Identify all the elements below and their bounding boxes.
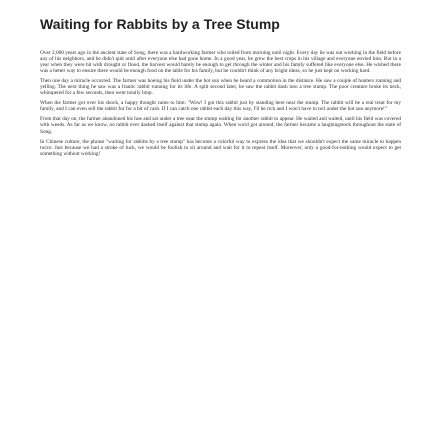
- paragraph-2: Then one day a miracle occurred. The farmer was hoeing his field under the hot sun when he heard a commotion in the distance. He saw a couple of hunters running and yelling. The next thing he saw was a frantic rabbit running for its life. A split second later, he saw the rabbit dash into a tree stump. The poor creature broke its neck, whimpered for a few seconds, then went totally limp.: [40, 78, 401, 97]
- paragraph-1: Over 2,000 years ago in the ancient state of Song, there was a hardworking farmer who toiled from morning until night. Every day he was out working in the field before any of his neighbors, and he didn't quit until after everyone else had gone home. In a good year, he grew the best crops in his village and everyone envied him. But in a year when they were hit with drought or flood, the harvest would barely be enough to get through the winter and his family suffered like everyone else. He wished there was a better way to ensure there would be enough food on the table for his family, but he couldn't think of any bright ideas, so he just kept on working hard.: [40, 50, 401, 75]
- paragraph-4: From that day on, the farmer abandoned his hoe and sat under a tree near the stump waiting for another rabbit to appear. He waited and waited, until his field was covered with weeds. As far as we know, no rabbit ever dashed itself against that stump again. When word got around, the farmer became a laughingstock throughout the state of Song.: [40, 116, 401, 135]
- story-body: [40, 50, 401, 157]
- paragraph-3: When the farmer got over his shock, a happy thought came to him: "Wow! I got this rabbit just by standing here near the stump. The rabbit will be a real treat for my family, and I can even sell the rabbit fur for a bit of cash. If I can catch one rabbit each day this way, I'll be rich and I won't have to toil under the hot sun anymore!": [40, 100, 401, 113]
- document-title: Waiting for Rabbits by a Tree Stump: [40, 16, 280, 32]
- paragraph-5: In Chinese culture, the phrase "waiting for rabbits by a tree stump" has become a colorful way to express the idea that we shouldn't expect the same miracle to happen twice. Just because we had a stroke of luck, we would be foolish to sit around and wait for it to repeat itself. Moreover, only a good-for-nothing would expect to get something without working!: [40, 138, 401, 157]
